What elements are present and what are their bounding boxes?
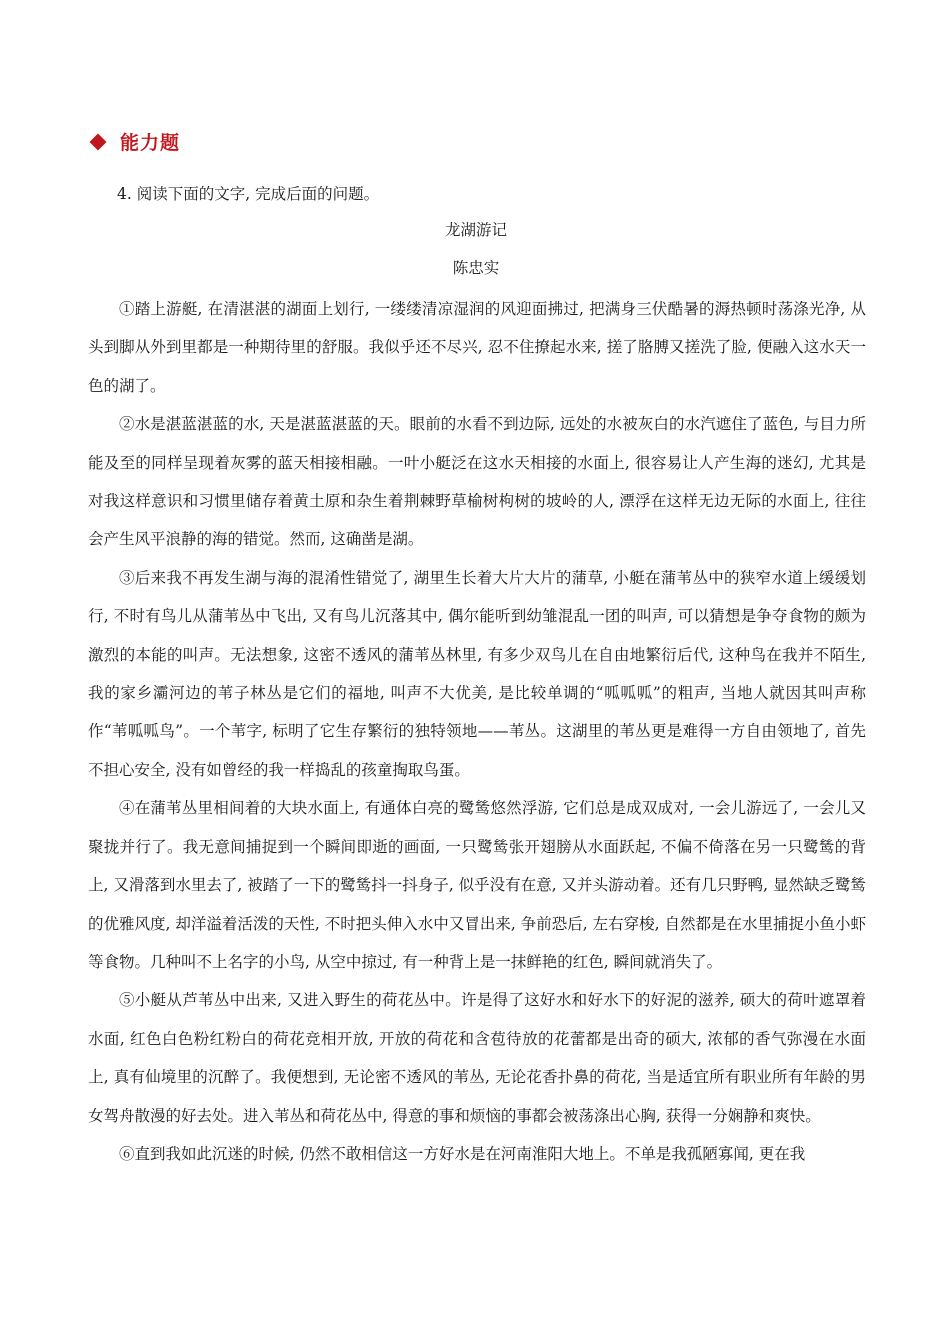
paragraph-3: ③后来我不再发生湖与海的混淆性错觉了, 湖里生长着大片大片的蒲草, 小艇在蒲苇丛中的狭窄水道上缓缓划行, 不时有鸟儿从蒲苇丛中飞出, 又有鸟儿沉落其中, 偶尔能听到幼雏混乱一团的叫声, 可以猜想是争夺食物的颇为激烈的本能的叫声。无法想象, 这密不透风的蒲苇丛林里, 有多少双鸟儿在自由地繁衍后代, 这种鸟在我并不陌生, 我的家乡灞河边的苇子林丛是它们的福地, 叫声不大优美, 是比较单调的“呱呱呱”的粗声, 当地人就因其叫声称作“苇呱呱鸟”。一个苇字, 标明了它生存繁衍的独特领地——苇丛。这湖里的苇丛更是难得一方自由领地了, 首先不担心安全, 没有如曾经的我一样捣乱的孩童掏取鸟蛋。 xyxy=(88,568,866,779)
article-body xyxy=(88,290,866,1173)
article-title: 龙湖游记 xyxy=(444,221,507,239)
article-author: 陈忠实 xyxy=(452,259,500,277)
diamond-bullet-icon xyxy=(90,133,107,150)
paragraph-1: ①踏上游艇, 在清湛湛的湖面上划行, 一缕缕清凉湿润的风迎面拂过, 把满身三伏酷暑的溽热顿时荡涤光净, 从头到脚从外到里都是一种期待里的舒服。我似乎还不尽兴, 忍不住撩起水来, 搓了胳膊又搓洗了脸, 便融入这水天一色的湖了。 xyxy=(88,300,866,395)
question-prompt: 4. 阅读下面的文字, 完成后面的问题。 xyxy=(117,185,380,203)
section-title: 能力题 xyxy=(120,132,181,154)
paragraph-6: ⑥直到我如此沉迷的时候, 仍然不敢相信这一方好水是在河南淮阳大地上。不单是我孤陋寡闻, 更在我 xyxy=(119,1144,806,1163)
paragraph-2: ②水是湛蓝湛蓝的水, 天是湛蓝湛蓝的天。眼前的水看不到边际, 远处的水被灰白的水汽遮住了蓝色, 与目力所能及至的同样呈现着灰雾的蓝天相接相融。一叶小艇泛在这水天相接的水面上, 很容易让人产生海的迷幻, 尤其是对我这样意识和习惯里储存着黄土原和杂生着荆棘野草榆树枸树的坡岭的人, 漂浮在这样无边无际的水面上, 往往会产生风平浪静的海的错觉。然而, 这确凿是湖。 xyxy=(88,415,866,549)
paragraph-4: ④在蒲苇丛里相间着的大块水面上, 有通体白亮的鹭鸶悠然浮游, 它们总是成双成对, 一会儿游远了, 一会儿又聚拢并行了。我无意间捕捉到一个瞬间即逝的画面, 一只鹭鸶张开翅膀从水面跃起, 不偏不倚落在另一只鹭鸶的背上, 又滑落到水里去了, 被踏了一下的鹭鸶抖一抖身子, 似乎没有在意, 又并头游动着。还有几只野鸭, 显然缺乏鹭鸶的优雅风度, 却洋溢着活泼的天性, 不时把头伸入水中又冒出来, 争前恐后, 左右穿梭, 自然都是在水里捕捉小鱼小虾等食物。几种叫不上名字的小鸟, 从空中掠过, 有一种背上是一抹鲜艳的红色, 瞬间就消失了。 xyxy=(88,799,866,971)
paragraph-5: ⑤小艇从芦苇丛中出来, 又进入野生的荷花丛中。许是得了这好水和好水下的好泥的滋养, 硕大的荷叶遮罩着水面, 红色白色粉红粉白的荷花竞相开放, 开放的荷花和含苞待放的花蕾都是出奇的硕大, 浓郁的香气弥漫在水面上, 真有仙境里的沉醉了。我便想到, 无论密不透风的苇丛, 无论花香扑鼻的荷花, 当是适宜所有职业所有年龄的男女驾舟散漫的好去处。进入苇丛和荷花丛中, 得意的事和烦恼的事都会被荡涤出心胸, 获得一分娴静和爽快。 xyxy=(88,991,866,1125)
section-header xyxy=(90,128,180,155)
